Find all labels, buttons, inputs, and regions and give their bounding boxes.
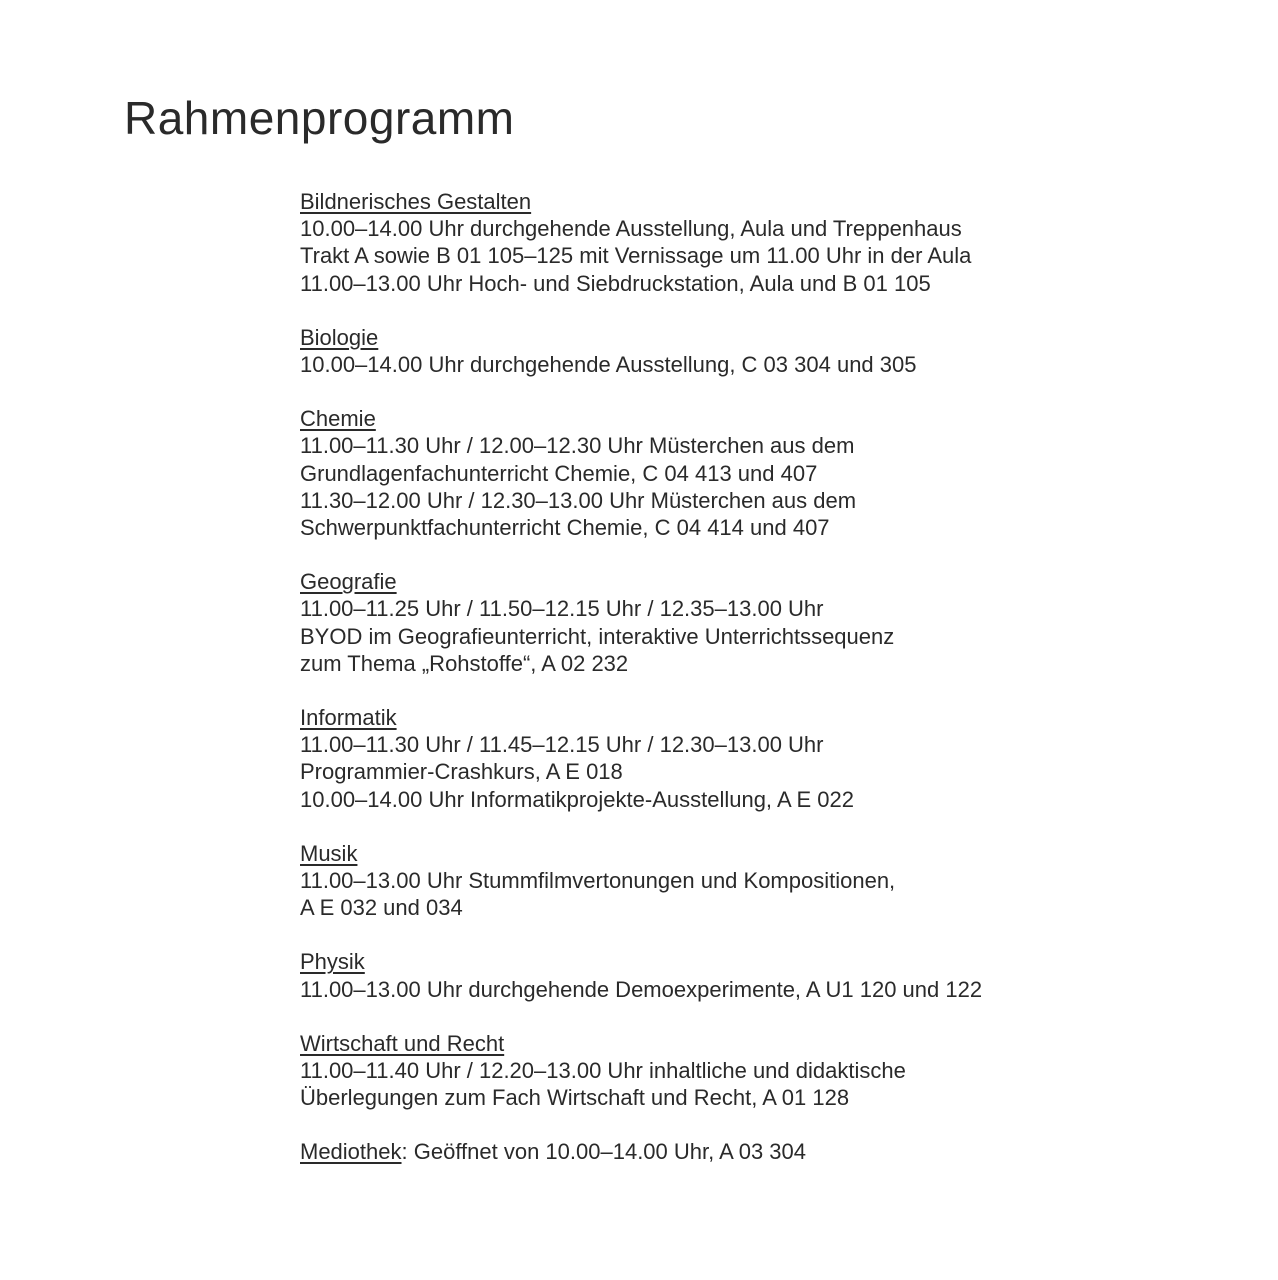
section-chemie: [300, 405, 1060, 541]
section-line: 10.00–14.00 Uhr durchgehende Ausstellung, C 03 304 und 305: [300, 352, 917, 378]
section-line: 11.00–11.40 Uhr / 12.20–13.00 Uhr inhaltliche und didaktische: [300, 1058, 906, 1084]
mediothek-text: : Geöffnet von 10.00–14.00 Uhr, A 03 304: [401, 1139, 806, 1165]
section-bildnerisches-gestalten: [300, 188, 1060, 297]
section-heading: Geografie: [300, 569, 397, 595]
section-line: A E 032 und 034: [300, 895, 463, 921]
section-line: Überlegungen zum Fach Wirtschaft und Recht, A 01 128: [300, 1085, 850, 1111]
section-line: Grundlagenfachunterricht Chemie, C 04 413 und 407: [300, 460, 818, 486]
section-line: 11.00–13.00 Uhr Stummfilmvertonungen und Kompositionen,: [300, 868, 896, 894]
section-line: 10.00–14.00 Uhr durchgehende Ausstellung, Aula und Treppenhaus: [300, 216, 962, 242]
section-biologie: [300, 324, 1060, 378]
section-line: 11.00–11.25 Uhr / 11.50–12.15 Uhr / 12.35–13.00 Uhr: [300, 596, 824, 622]
section-line: Trakt A sowie B 01 105–125 mit Vernissage um 11.00 Uhr in der Aula: [300, 243, 972, 269]
section-geografie: [300, 568, 1060, 677]
section-line: Schwerpunktfachunterricht Chemie, C 04 414 und 407: [300, 515, 830, 541]
section-wirtschaft-und-recht: [300, 1030, 1060, 1112]
page-title: Rahmenprogramm: [124, 92, 515, 144]
section-heading: Biologie: [300, 324, 379, 350]
section-line: Programmier-Crashkurs, A E 018: [300, 759, 623, 785]
section-heading: Informatik: [300, 705, 397, 731]
mediothek-heading: Mediothek: [300, 1139, 402, 1165]
section-heading: Chemie: [300, 406, 376, 432]
section-heading: Bildnerisches Gestalten: [300, 189, 532, 214]
section-line: 11.00–13.00 Uhr Hoch- und Siebdruckstation, Aula und B 01 105: [300, 270, 931, 296]
section-mediothek: [300, 1138, 1060, 1165]
program-list: [300, 188, 1060, 1193]
section-line: 10.00–14.00 Uhr Informatikprojekte-Ausstellung, A E 022: [300, 786, 855, 812]
section-heading: Physik: [300, 949, 365, 975]
section-heading: Musik: [300, 840, 358, 866]
section-informatik: [300, 704, 1060, 813]
section-line: 11.00–11.30 Uhr / 11.45–12.15 Uhr / 12.30–13.00 Uhr: [300, 732, 824, 758]
section-musik: [300, 840, 1060, 922]
section-line: 11.00–13.00 Uhr durchgehende Demoexperimente, A U1 120 und 122: [300, 976, 983, 1002]
section-line: 11.00–11.30 Uhr / 12.00–12.30 Uhr Müsterchen aus dem: [300, 433, 855, 459]
section-line: zum Thema „Rohstoffe“, A 02 232: [300, 650, 629, 676]
section-line: 11.30–12.00 Uhr / 12.30–13.00 Uhr Müsterchen aus dem: [300, 487, 857, 513]
section-heading: Wirtschaft und Recht: [300, 1030, 505, 1056]
section-line: BYOD im Geografieunterricht, interaktive Unterrichtssequenz: [300, 623, 895, 649]
section-physik: [300, 948, 1060, 1002]
